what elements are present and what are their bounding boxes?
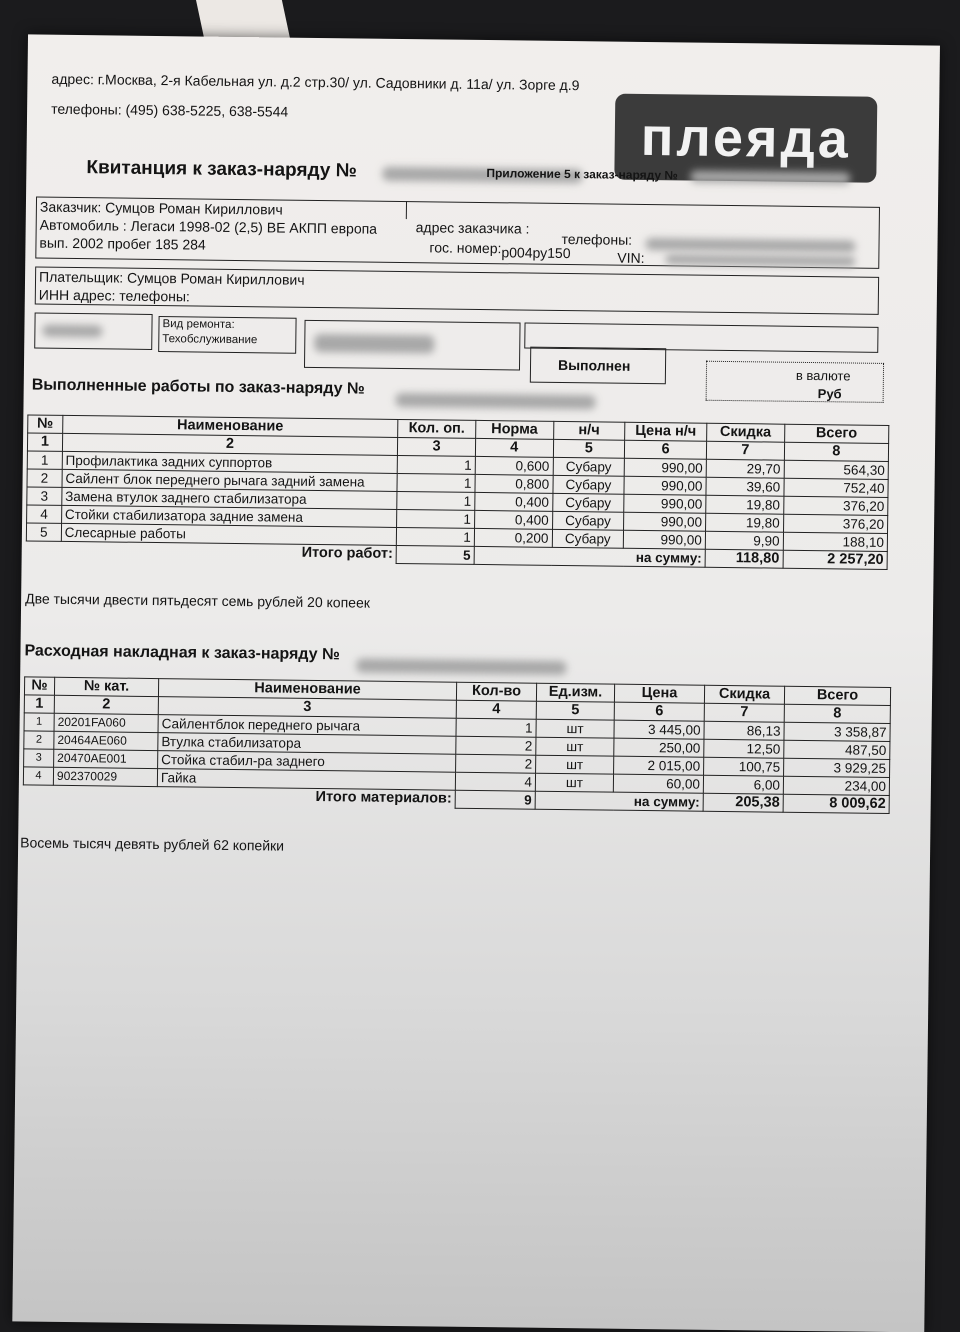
cell-n: 3 <box>24 749 54 767</box>
cell-total: 752,40 <box>784 478 889 497</box>
materials-col-cat: № кат. <box>54 677 158 696</box>
materials-colnum: 7 <box>704 703 784 722</box>
materials-col-discount: Скидка <box>704 685 784 704</box>
works-col-norm: Норма <box>475 420 553 439</box>
cell-n: 4 <box>27 505 62 523</box>
materials-sum-discount: 205,38 <box>703 793 783 812</box>
materials-colnum: 8 <box>784 704 890 723</box>
works-colnum: 6 <box>625 440 707 459</box>
cell-unit: Субару <box>552 511 624 530</box>
cell-discount: 19,80 <box>706 495 784 514</box>
cell-unit: шт <box>536 737 614 756</box>
cell-qty: 1 <box>397 473 475 492</box>
works-colnum: 2 <box>62 433 398 455</box>
cell-discount: 100,75 <box>704 757 784 776</box>
company-address: адрес: г.Москва, 2-я Кабельная ул. д.2 стр.30/ ул. Садовники д. 11а/ ул. Зорге д.9 <box>51 70 580 94</box>
cell-price: 990,00 <box>624 512 706 531</box>
customer-phones-label: телефоны: <box>561 230 633 248</box>
vin-label: VIN: <box>617 249 645 266</box>
cell-discount: 86,13 <box>704 721 784 740</box>
cell-name: Сайлент блок переднего рычага задний замена <box>62 469 398 491</box>
cell-price: 990,00 <box>624 476 706 495</box>
cell-n: 2 <box>27 469 62 487</box>
works-col-unit: н/ч <box>553 421 625 440</box>
cell-unit: шт <box>536 755 614 774</box>
works-colnum: 3 <box>398 437 476 456</box>
materials-sum-in-words: Восемь тысяч девять рублей 62 копейки <box>20 834 285 854</box>
appendix-number-redacted <box>690 171 850 185</box>
cell-qty: 2 <box>456 754 536 773</box>
materials-total-count: 9 <box>455 790 535 809</box>
document-page <box>12 34 940 1332</box>
materials-col-price: Цена <box>614 684 704 703</box>
company-phones: телефоны: (495) 638-5225, 638-5544 <box>51 100 289 120</box>
plate-value: р004ру150 <box>501 244 571 262</box>
cell-norm: 0,200 <box>474 528 552 547</box>
materials-sum-label: на сумму: <box>535 791 703 811</box>
cell-discount: 29,70 <box>706 459 784 478</box>
cell-n: 2 <box>24 731 54 749</box>
works-sum-in-words: Две тысячи двести пятьдесят семь рублей 20 копеек <box>25 590 371 611</box>
cell-unit: Субару <box>553 457 625 476</box>
materials-col-unit: Ед.изм. <box>536 683 614 702</box>
cell-unit: Субару <box>553 475 625 494</box>
cell-cat: 20201FA060 <box>54 713 158 732</box>
materials-col-n: № <box>24 677 54 695</box>
cell-qty: 1 <box>397 509 475 528</box>
cell-qty: 1 <box>397 455 475 474</box>
cell-price: 60,00 <box>613 774 703 793</box>
works-col-qty: Кол. оп. <box>398 419 476 438</box>
cell-total: 564,30 <box>784 460 889 479</box>
currency-label: в валюте <box>795 367 851 384</box>
cell-total: 487,50 <box>784 740 890 759</box>
cell-qty: 1 <box>397 491 475 510</box>
cell-total: 376,20 <box>783 514 888 533</box>
cell-total: 234,00 <box>783 776 889 795</box>
works-sum-discount: 118,80 <box>705 549 783 568</box>
materials-number-redacted <box>356 658 566 675</box>
cell-name: Стойки стабилизатора задние замена <box>61 505 397 527</box>
cell-unit: шт <box>536 719 614 738</box>
cell-qty: 1 <box>456 718 536 737</box>
payer-inn: ИНН адрес: телефоны: <box>38 286 190 305</box>
materials-col-total: Всего <box>784 686 890 705</box>
cell-cat: 20470AE001 <box>54 749 158 768</box>
materials-colnum: 4 <box>456 700 536 719</box>
works-col-discount: Скидка <box>707 423 785 442</box>
currency-value: Руб <box>817 386 842 402</box>
cell-name: Замена втулок заднего стабилизатора <box>62 487 398 509</box>
cell-price: 990,00 <box>624 494 706 513</box>
works-colnum: 1 <box>27 433 62 451</box>
works-table <box>26 414 890 570</box>
cell-discount: 39,60 <box>706 477 784 496</box>
works-colnum: 7 <box>706 441 784 460</box>
payer-name: Плательщик: Сумцов Роман Кириллович <box>38 268 305 288</box>
cell-name: Профилактика задних суппортов <box>62 451 398 473</box>
cell-norm: 0,800 <box>475 474 553 493</box>
materials-table <box>23 676 891 814</box>
cell-total: 3 358,87 <box>784 722 890 741</box>
cell-total: 188,10 <box>783 532 888 551</box>
cell-n: 1 <box>27 451 62 469</box>
cell-discount: 19,80 <box>705 513 783 532</box>
cell-price: 990,00 <box>624 458 706 477</box>
cell-name: Сайлентблок переднего рычага <box>158 715 456 737</box>
works-number-redacted <box>396 393 596 409</box>
cell-norm: 0,400 <box>474 510 552 529</box>
cell-n: 4 <box>23 767 53 785</box>
works-total-count: 5 <box>396 545 474 564</box>
materials-colnum: 1 <box>24 695 54 713</box>
works-colnum: 5 <box>553 439 625 458</box>
repair-type-label: Вид ремонта: <box>162 318 235 331</box>
cell-discount: 9,90 <box>705 531 783 550</box>
cell-cat: 902370029 <box>53 767 157 786</box>
car-year-mileage: вып. 2002 пробег 185 284 <box>39 234 206 253</box>
cell-norm: 0,600 <box>475 456 553 475</box>
works-total-label: Итого работ: <box>301 545 393 563</box>
cell-price: 250,00 <box>614 738 704 757</box>
cell-norm: 0,400 <box>475 492 553 511</box>
cell-name: Слесарные работы <box>61 523 397 545</box>
customer-phones-redacted <box>645 238 855 253</box>
plate-label: гос. номер: <box>429 239 502 257</box>
cell-n: 1 <box>24 713 54 731</box>
works-colnum: 8 <box>784 442 889 461</box>
cell-qty: 4 <box>455 772 535 791</box>
materials-title: Расходная накладная к заказ-наряду № <box>24 642 340 664</box>
customer-address-label: адрес заказчика : <box>415 219 530 237</box>
works-col-total: Всего <box>784 424 889 443</box>
works-sum-label: на сумму: <box>474 546 705 567</box>
repair-type-value: Техобслуживание <box>162 333 258 347</box>
cell-discount: 12,50 <box>704 739 784 758</box>
works-col-price: Цена н/ч <box>625 422 707 441</box>
cell-n: 5 <box>26 523 61 541</box>
repair-master-redacted <box>314 334 434 353</box>
receipt-title: Квитанция к заказ-наряду № <box>86 157 357 182</box>
works-title: Выполненные работы по заказ-наряду № <box>31 376 365 398</box>
cell-name: Стойка стабил-ра заднего <box>158 751 456 773</box>
cell-cat: 20464AE060 <box>54 731 158 750</box>
appendix-label: Приложение 5 к заказ-наряду № <box>486 166 678 183</box>
cell-qty: 2 <box>456 736 536 755</box>
cell-name: Гайка <box>157 769 455 791</box>
cell-total: 376,20 <box>783 496 888 515</box>
cell-price: 3 445,00 <box>614 720 704 739</box>
status-label: Выполнен <box>557 356 631 374</box>
materials-sum-total: 8 009,62 <box>783 794 889 813</box>
materials-colnum: 6 <box>614 702 704 721</box>
company-logo: плеяда <box>614 94 877 183</box>
works-col-name: Наименование <box>62 415 398 437</box>
materials-col-name: Наименование <box>158 679 456 701</box>
materials-colnum: 2 <box>54 695 158 714</box>
car-model: Автомобиль : Легаси 1998-02 (2,5) ВЕ АКПП европа <box>39 216 378 237</box>
works-colnum: 4 <box>475 438 553 457</box>
repair-left-redacted <box>42 325 102 338</box>
cell-discount: 6,00 <box>703 775 783 794</box>
works-col-n: № <box>28 415 63 433</box>
cell-unit: шт <box>535 773 613 792</box>
cell-name: Втулка стабилизатора <box>158 733 456 755</box>
cell-unit: Субару <box>552 529 624 548</box>
cell-total: 3 929,25 <box>784 758 890 777</box>
cell-unit: Субару <box>552 493 624 512</box>
materials-col-qty: Кол-во <box>456 682 536 701</box>
cell-qty: 1 <box>396 527 474 546</box>
cell-price: 990,00 <box>623 530 705 549</box>
cell-price: 2 015,00 <box>614 756 704 775</box>
materials-colnum: 5 <box>536 701 614 720</box>
cell-n: 3 <box>27 487 62 505</box>
customer-name: Заказчик: Сумцов Роман Кириллович <box>39 198 283 218</box>
materials-total-label: Итого материалов: <box>315 789 452 807</box>
works-sum-total: 2 257,20 <box>783 550 888 569</box>
materials-colnum: 3 <box>158 697 456 719</box>
